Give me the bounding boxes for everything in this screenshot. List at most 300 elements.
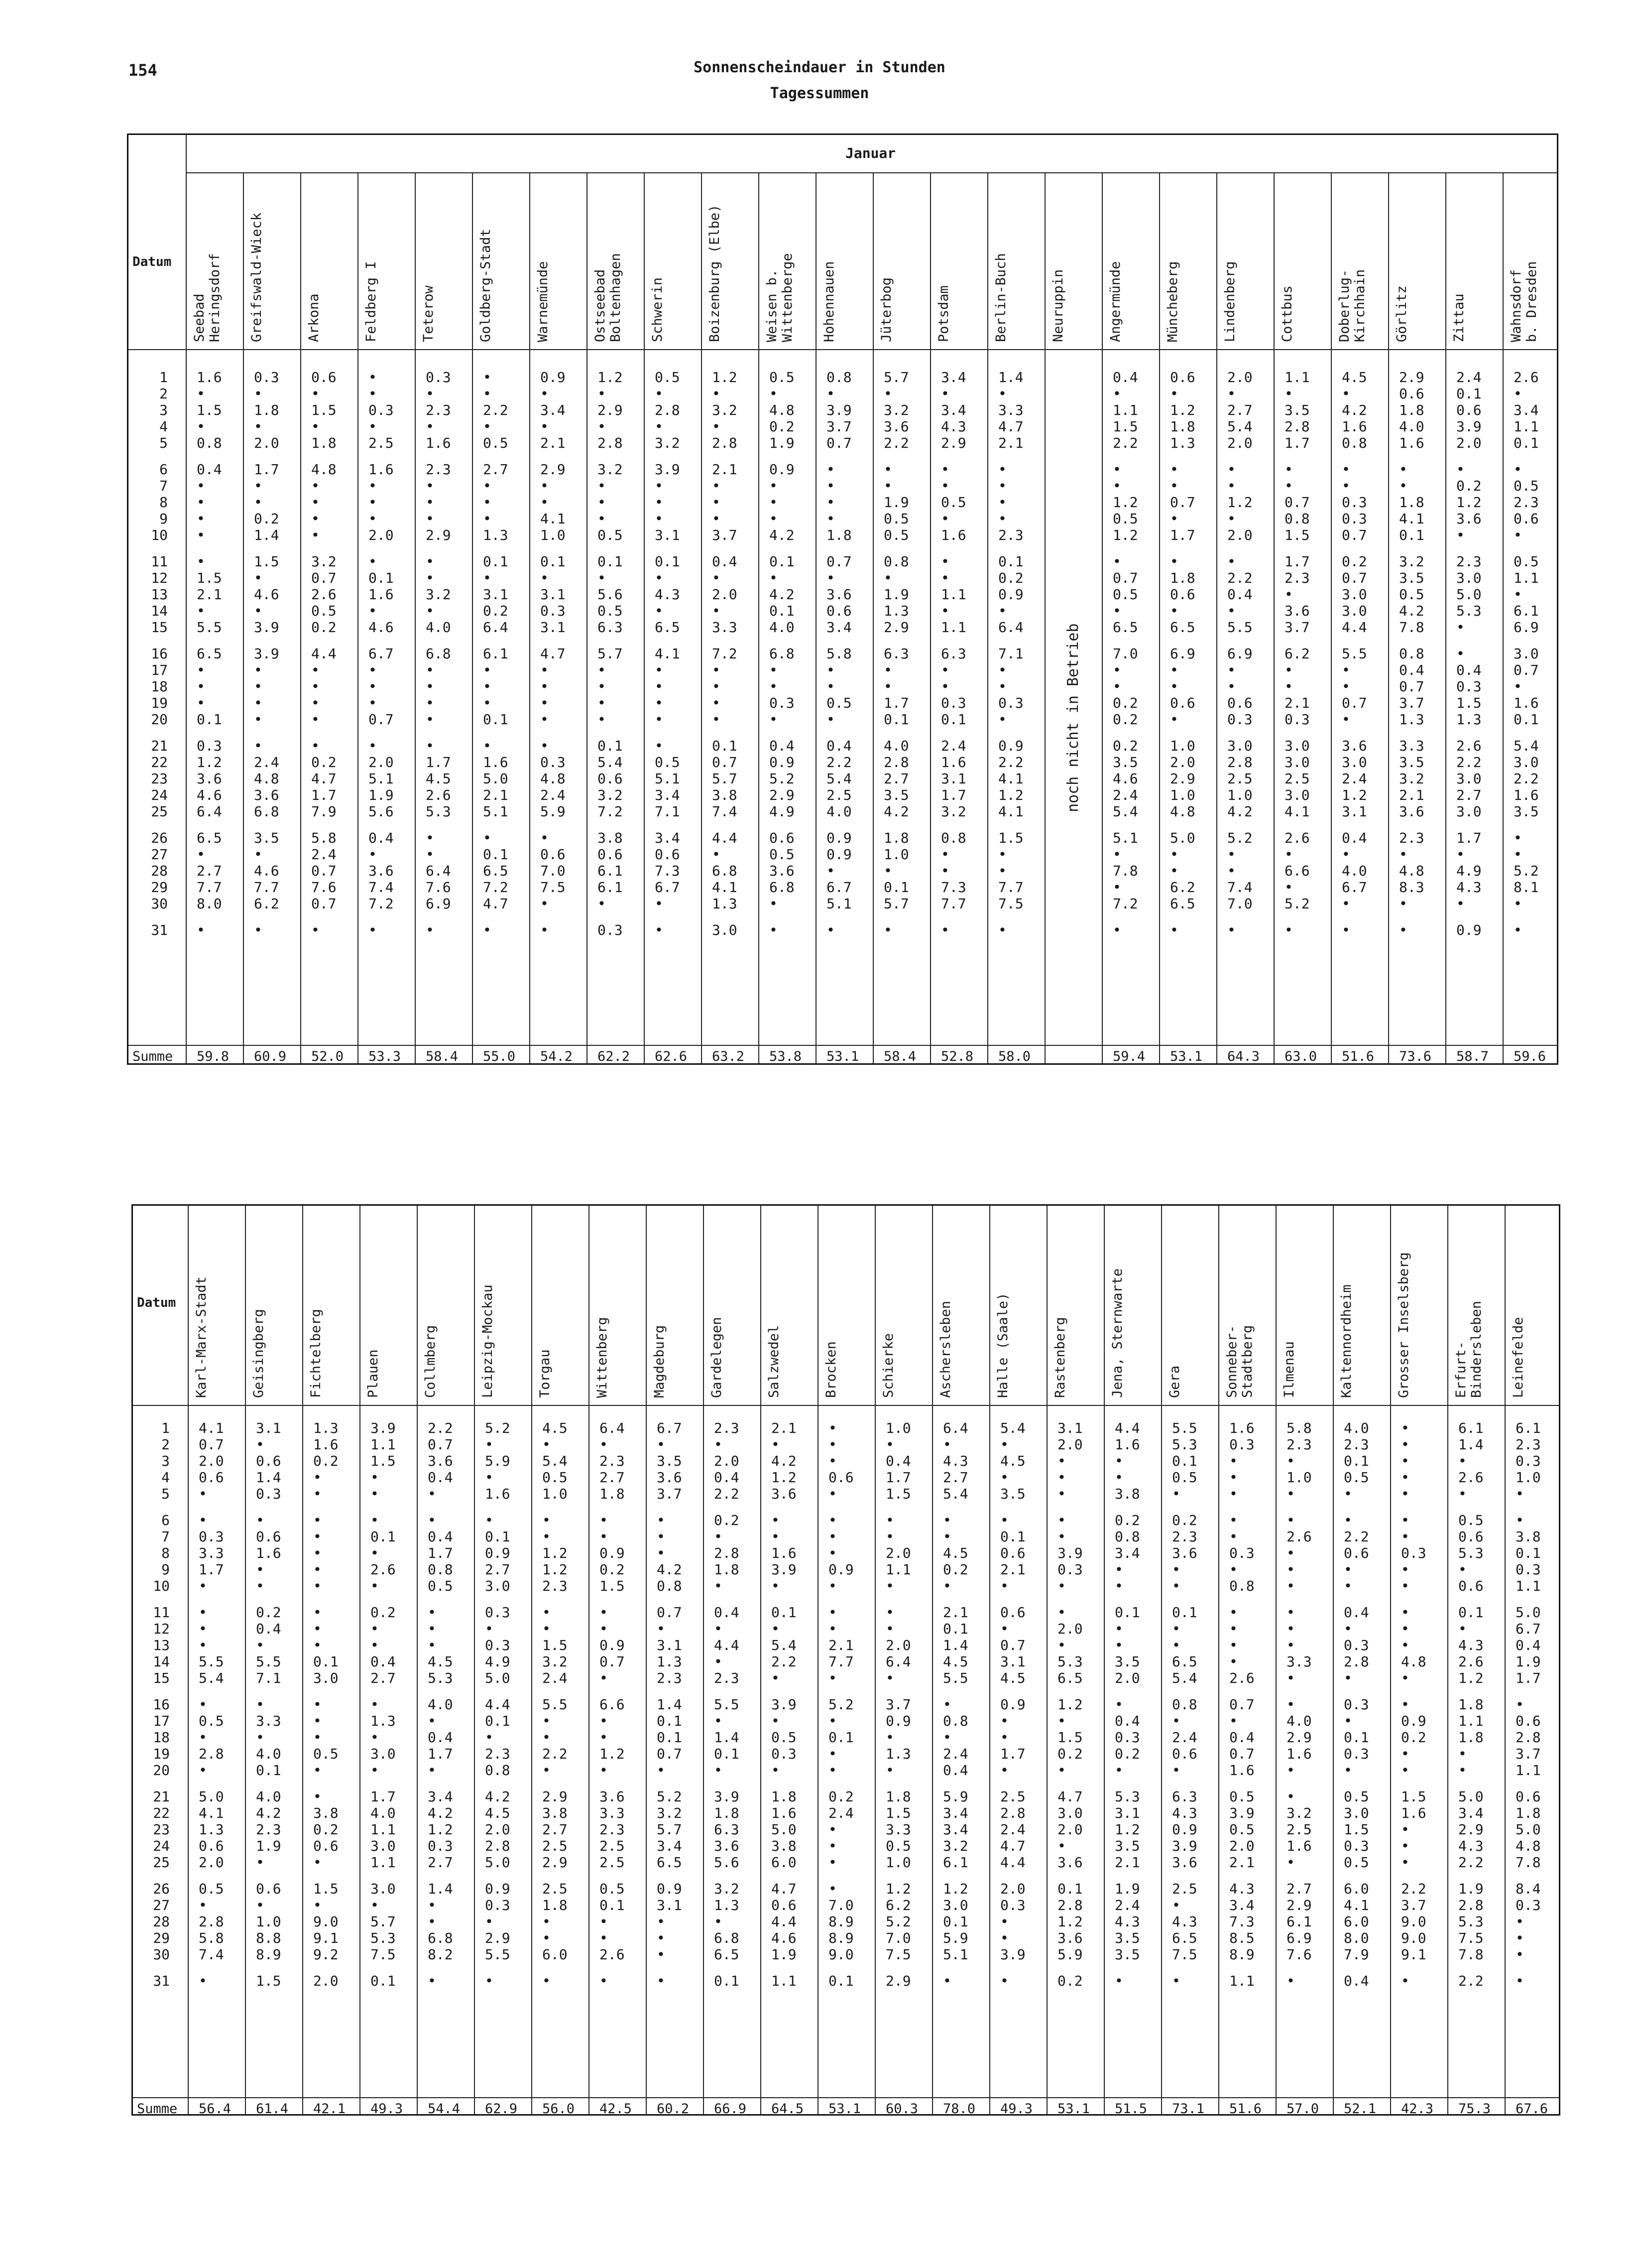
value-cell: •: [884, 385, 892, 402]
value-cell: 2.0: [485, 1821, 510, 1838]
value-cell: •: [941, 863, 949, 879]
value-cell: 1.5: [886, 1486, 911, 1502]
value-cell: 6.3: [597, 619, 623, 635]
value-cell: 0.5: [1113, 586, 1138, 603]
column-divider: [1331, 172, 1332, 1063]
value-cell: 5.4: [542, 1453, 568, 1469]
value-cell: 7.8: [1458, 1946, 1484, 1963]
value-cell: 5.2: [1514, 863, 1539, 879]
value-cell: 5.1: [1113, 830, 1138, 846]
value-cell: •: [1115, 1621, 1123, 1637]
value-cell: 1.2: [597, 369, 623, 385]
value-cell: 6.5: [714, 1946, 739, 1963]
day-number: 2: [159, 385, 168, 402]
value-cell: •: [254, 478, 262, 494]
value-cell: 1.1: [370, 1854, 396, 1871]
value-cell: 0.5: [311, 603, 337, 619]
value-cell: 3.4: [540, 402, 566, 418]
value-cell: •: [712, 711, 720, 728]
value-cell: 3.3: [1287, 1653, 1312, 1670]
value-cell: 1.5: [542, 1637, 568, 1653]
value-cell: 3.9: [1057, 1545, 1083, 1561]
day-number: 10: [153, 1578, 170, 1594]
value-cell: 5.0: [1170, 830, 1195, 846]
value-cell: 3.7: [826, 418, 852, 435]
value-cell: 5.0: [771, 1821, 797, 1838]
value-cell: •: [426, 678, 434, 695]
value-cell: 1.8: [311, 435, 337, 451]
value-cell: 3.9: [1000, 1946, 1026, 1963]
value-cell: 6.5: [1172, 1930, 1197, 1946]
value-cell: •: [197, 510, 205, 527]
value-cell: •: [941, 846, 949, 863]
value-cell: 4.2: [884, 803, 909, 820]
column-divider: [588, 1206, 589, 2114]
value-cell: 0.4: [1516, 1637, 1541, 1653]
value-cell: 3.6: [1172, 1854, 1197, 1871]
value-cell: 2.2: [826, 754, 852, 770]
value-cell: •: [884, 570, 892, 586]
value-cell: •: [1287, 1621, 1295, 1637]
value-cell: 2.6: [426, 787, 451, 803]
value-cell: 0.7: [1285, 494, 1310, 510]
value-cell: 0.1: [1399, 527, 1424, 543]
value-cell: •: [1458, 1746, 1467, 1762]
value-cell: •: [714, 1713, 722, 1729]
station-name: Jüterbog: [879, 277, 894, 342]
value-cell: 0.6: [597, 770, 623, 787]
value-cell: 3.5: [657, 1453, 682, 1469]
value-cell: 4.8: [1516, 1838, 1541, 1854]
value-cell: 0.5: [599, 1881, 625, 1897]
value-cell: 2.4: [943, 1746, 968, 1762]
value-cell: 6.7: [368, 645, 394, 662]
value-cell: 2.3: [1344, 1436, 1369, 1453]
value-cell: •: [1401, 1621, 1409, 1637]
value-cell: 0.3: [998, 695, 1024, 711]
value-cell: 3.6: [771, 1486, 797, 1502]
value-cell: 0.1: [540, 553, 566, 570]
value-cell: •: [941, 478, 949, 494]
column-divider: [758, 172, 759, 1063]
value-cell: •: [657, 1946, 665, 1963]
value-cell: 4.5: [1000, 1670, 1026, 1686]
value-cell: 2.8: [884, 754, 909, 770]
day-number: 12: [151, 570, 168, 586]
value-cell: 1.1: [771, 1973, 797, 1989]
value-cell: •: [884, 863, 892, 879]
value-cell: 8.9: [828, 1913, 854, 1930]
station-name: Schwerin: [650, 277, 665, 342]
summe-cell: 57.0: [1287, 2101, 1319, 2117]
value-cell: 4.7: [1000, 1838, 1026, 1854]
value-cell: 7.2: [483, 879, 508, 895]
value-cell: 0.5: [1344, 1469, 1369, 1486]
value-cell: 6.5: [1057, 1670, 1083, 1686]
value-cell: 5.3: [370, 1930, 396, 1946]
value-cell: 0.5: [769, 846, 795, 863]
value-cell: 2.2: [1113, 435, 1138, 451]
value-cell: •: [313, 1621, 322, 1637]
station-name: Lindenberg: [1222, 261, 1238, 342]
value-cell: 1.1: [1229, 1973, 1255, 1989]
value-cell: •: [483, 830, 491, 846]
value-cell: •: [199, 1604, 207, 1621]
value-cell: •: [712, 678, 720, 695]
value-cell: 0.8: [941, 830, 966, 846]
datum-label: Datum: [132, 254, 172, 269]
value-cell: 2.6: [1456, 738, 1482, 754]
value-cell: •: [1285, 662, 1293, 678]
value-cell: 3.8: [597, 830, 623, 846]
value-cell: •: [884, 662, 892, 678]
value-cell: 0.8: [1172, 1696, 1197, 1713]
day-number: 31: [151, 922, 168, 938]
value-cell: 0.2: [998, 570, 1024, 586]
summe-cell: 60.3: [886, 2101, 919, 2117]
value-cell: 3.2: [1399, 553, 1424, 570]
day-number: 13: [151, 586, 168, 603]
summe-cell: 63.2: [712, 1049, 745, 1064]
value-cell: 3.5: [1000, 1486, 1026, 1502]
value-cell: •: [483, 385, 491, 402]
value-cell: 3.6: [1342, 738, 1367, 754]
value-cell: 6.9: [1514, 619, 1539, 635]
value-cell: •: [256, 1578, 264, 1594]
value-cell: •: [657, 1545, 665, 1561]
value-cell: 4.3: [1172, 1805, 1197, 1821]
value-cell: •: [769, 510, 778, 527]
station-name: Schierke: [881, 1333, 896, 1398]
value-cell: 0.5: [597, 603, 623, 619]
value-cell: 3.0: [1456, 570, 1482, 586]
value-cell: •: [599, 1528, 608, 1545]
value-cell: •: [769, 662, 778, 678]
value-cell: •: [1344, 1486, 1352, 1502]
value-cell: 2.1: [998, 435, 1024, 451]
day-number: 8: [161, 1545, 170, 1561]
value-cell: 7.9: [1344, 1946, 1369, 1963]
value-cell: •: [884, 678, 892, 695]
datum-label: Datum: [137, 1295, 176, 1310]
value-cell: 4.0: [1399, 418, 1424, 435]
value-cell: •: [1000, 1578, 1009, 1594]
value-cell: 0.8: [1115, 1528, 1140, 1545]
value-cell: 7.5: [540, 879, 566, 895]
value-cell: •: [1229, 1604, 1238, 1621]
value-cell: 7.5: [886, 1946, 911, 1963]
value-cell: •: [1401, 1762, 1409, 1778]
value-cell: •: [597, 385, 606, 402]
value-cell: 4.2: [1342, 402, 1367, 418]
station-name: Potsdam: [936, 285, 951, 342]
value-cell: 2.8: [1057, 1897, 1083, 1913]
value-cell: 6.1: [597, 879, 623, 895]
summe-cell: 63.0: [1285, 1049, 1317, 1064]
value-cell: 2.5: [599, 1854, 625, 1871]
value-cell: 1.7: [1285, 435, 1310, 451]
value-cell: 5.7: [884, 369, 909, 385]
value-cell: 1.7: [370, 1788, 396, 1805]
value-cell: 4.0: [428, 1696, 453, 1713]
header-divider: [128, 349, 1557, 350]
value-cell: 0.1: [998, 553, 1024, 570]
value-cell: 4.7: [483, 895, 508, 912]
value-cell: •: [370, 1762, 379, 1778]
month-header-divider: [186, 172, 1557, 173]
value-cell: 0.3: [1344, 1838, 1369, 1854]
value-cell: •: [313, 1713, 322, 1729]
value-cell: 7.4: [712, 803, 737, 820]
value-cell: 3.0: [1057, 1805, 1083, 1821]
value-cell: 1.9: [1458, 1881, 1484, 1897]
page-number: 154: [128, 61, 157, 80]
value-cell: 3.0: [1514, 754, 1539, 770]
station-name: Berlin-Buch: [993, 253, 1009, 342]
value-cell: 0.5: [428, 1578, 453, 1594]
value-cell: 6.1: [1287, 1913, 1312, 1930]
value-cell: 0.6: [1516, 1713, 1541, 1729]
value-cell: 0.3: [256, 1486, 281, 1502]
value-cell: 0.7: [311, 570, 337, 586]
value-cell: •: [712, 570, 720, 586]
value-cell: •: [540, 738, 549, 754]
value-cell: 1.2: [886, 1881, 911, 1897]
value-cell: 5.3: [1115, 1788, 1140, 1805]
value-cell: 2.3: [714, 1670, 739, 1686]
value-cell: 1.7: [428, 1746, 453, 1762]
value-cell: 3.4: [1458, 1805, 1484, 1821]
value-cell: •: [540, 678, 549, 695]
value-cell: 1.2: [599, 1746, 625, 1762]
value-cell: •: [313, 1512, 322, 1528]
value-cell: 7.1: [655, 803, 680, 820]
value-cell: 3.5: [1115, 1653, 1140, 1670]
station-name: Goldberg-Stadt: [478, 229, 493, 342]
day-number: 4: [159, 418, 168, 435]
value-cell: 1.5: [998, 830, 1024, 846]
value-cell: 5.5: [197, 619, 222, 635]
value-cell: 2.9: [1170, 770, 1195, 787]
column-divider: [474, 1206, 475, 2114]
value-cell: 3.1: [540, 586, 566, 603]
column-divider: [1505, 1206, 1506, 2114]
value-cell: •: [256, 1854, 264, 1871]
value-cell: •: [769, 922, 778, 938]
value-cell: 6.1: [943, 1854, 968, 1871]
value-cell: •: [828, 1528, 837, 1545]
value-cell: 1.2: [1342, 787, 1367, 803]
value-cell: 2.1: [540, 435, 566, 451]
value-cell: 1.8: [599, 1486, 625, 1502]
value-cell: 0.1: [1514, 711, 1539, 728]
value-cell: •: [1172, 1973, 1180, 1989]
station-name: Müncheberg: [1165, 261, 1180, 342]
value-cell: 1.5: [370, 1453, 396, 1469]
value-cell: 7.2: [712, 645, 737, 662]
value-cell: 0.6: [1170, 695, 1195, 711]
value-cell: 4.0: [370, 1805, 396, 1821]
value-cell: 5.4: [826, 770, 852, 787]
value-cell: 3.4: [1115, 1545, 1140, 1561]
value-cell: 0.6: [1458, 1528, 1484, 1545]
value-cell: •: [943, 1512, 951, 1528]
value-cell: 3.2: [712, 402, 737, 418]
value-cell: 3.6: [254, 787, 279, 803]
value-cell: •: [714, 1578, 722, 1594]
value-cell: •: [1401, 1746, 1409, 1762]
value-cell: •: [1115, 1561, 1123, 1578]
value-cell: 3.2: [1287, 1805, 1312, 1821]
value-cell: 7.2: [368, 895, 394, 912]
value-cell: 3.1: [655, 527, 680, 543]
value-cell: 0.2: [1456, 478, 1482, 494]
value-cell: 1.9: [884, 586, 909, 603]
value-cell: •: [1516, 1696, 1524, 1713]
value-cell: 1.7: [1456, 830, 1482, 846]
value-cell: •: [428, 1486, 436, 1502]
value-cell: •: [1229, 1528, 1238, 1545]
value-cell: 0.1: [712, 738, 737, 754]
value-cell: 7.6: [1287, 1946, 1312, 1963]
value-cell: 2.6: [311, 586, 337, 603]
column-divider: [302, 1206, 303, 2114]
value-cell: 6.5: [1172, 1653, 1197, 1670]
value-cell: •: [1456, 527, 1465, 543]
value-cell: •: [197, 846, 205, 863]
value-cell: 5.2: [657, 1788, 682, 1805]
value-cell: •: [1287, 1696, 1295, 1713]
value-cell: 8.9: [828, 1930, 854, 1946]
value-cell: 1.7: [941, 787, 966, 803]
value-cell: 3.2: [657, 1805, 682, 1821]
value-cell: 0.2: [1342, 553, 1367, 570]
value-cell: 4.0: [426, 619, 451, 635]
value-cell: 0.1: [483, 711, 508, 728]
value-cell: •: [828, 1545, 837, 1561]
value-cell: •: [313, 1696, 322, 1713]
value-cell: 1.5: [1401, 1788, 1426, 1805]
value-cell: 0.5: [655, 369, 680, 385]
value-cell: 2.2: [542, 1746, 568, 1762]
value-cell: 0.2: [256, 1604, 281, 1621]
value-cell: 1.6: [1399, 435, 1424, 451]
value-cell: 0.7: [1342, 527, 1367, 543]
value-cell: 2.9: [886, 1973, 911, 1989]
value-cell: 2.5: [1000, 1788, 1026, 1805]
value-cell: 0.3: [485, 1604, 510, 1621]
value-cell: 2.5: [599, 1838, 625, 1854]
value-cell: •: [1344, 1670, 1352, 1686]
value-cell: 3.0: [1285, 787, 1310, 803]
value-cell: 1.5: [197, 402, 222, 418]
value-cell: 0.5: [655, 754, 680, 770]
value-cell: •: [199, 1486, 207, 1502]
value-cell: 2.0: [1057, 1436, 1083, 1453]
summe-cell: 73.1: [1172, 2101, 1205, 2117]
value-cell: 0.7: [1399, 678, 1424, 695]
value-cell: •: [428, 1621, 436, 1637]
value-cell: 7.3: [1229, 1913, 1255, 1930]
value-cell: •: [1399, 846, 1407, 863]
summe-cell: 73.6: [1399, 1049, 1432, 1064]
value-cell: •: [655, 494, 663, 510]
value-cell: 4.8: [1401, 1653, 1426, 1670]
value-cell: 5.4: [1113, 803, 1138, 820]
value-cell: 2.3: [485, 1746, 510, 1762]
value-cell: •: [884, 478, 892, 494]
value-cell: •: [597, 510, 606, 527]
value-cell: •: [313, 1897, 322, 1913]
station-name: Neuruppin: [1051, 269, 1066, 342]
value-cell: 8.4: [1516, 1881, 1541, 1897]
value-cell: •: [1287, 1788, 1295, 1805]
value-cell: 0.1: [599, 1897, 625, 1913]
value-cell: 0.5: [597, 527, 623, 543]
value-cell: 0.7: [1170, 494, 1195, 510]
value-cell: 0.4: [1115, 1713, 1140, 1729]
value-cell: 0.1: [370, 1528, 396, 1545]
value-cell: 0.2: [1172, 1512, 1197, 1528]
value-cell: 3.1: [1342, 803, 1367, 820]
value-cell: 8.2: [428, 1946, 453, 1963]
station-name: Halle (Saale): [995, 1292, 1011, 1398]
value-cell: •: [197, 603, 205, 619]
value-cell: 0.1: [828, 1729, 854, 1746]
day-number: 15: [153, 1670, 170, 1686]
value-cell: 1.0: [542, 1486, 568, 1502]
value-cell: 2.6: [1458, 1469, 1484, 1486]
value-cell: 7.7: [828, 1653, 854, 1670]
value-cell: •: [313, 1578, 322, 1594]
value-cell: •: [483, 922, 491, 938]
value-cell: 1.1: [370, 1436, 396, 1453]
value-cell: 0.1: [1458, 1604, 1484, 1621]
value-cell: •: [1229, 1637, 1238, 1653]
value-cell: 3.6: [1456, 510, 1482, 527]
value-cell: •: [1000, 1913, 1009, 1930]
value-cell: •: [1458, 1561, 1467, 1578]
value-cell: •: [1516, 1486, 1524, 1502]
value-cell: 4.6: [1113, 770, 1138, 787]
value-cell: •: [655, 895, 663, 912]
station-name: Kaltennordheim: [1339, 1284, 1354, 1398]
value-cell: •: [1057, 1713, 1066, 1729]
value-cell: •: [1514, 527, 1522, 543]
value-cell: 7.3: [655, 863, 680, 879]
value-cell: •: [313, 1545, 322, 1561]
summe-label: Summe: [132, 1049, 173, 1064]
value-cell: •: [311, 527, 320, 543]
value-cell: 2.5: [1285, 770, 1310, 787]
value-cell: •: [1287, 1973, 1295, 1989]
value-cell: 3.6: [368, 863, 394, 879]
day-number: 16: [151, 645, 168, 662]
value-cell: 0.2: [313, 1821, 339, 1838]
value-cell: •: [483, 570, 491, 586]
day-number: 3: [159, 402, 168, 418]
value-cell: •: [1514, 922, 1522, 938]
value-cell: 2.5: [368, 435, 394, 451]
value-cell: 3.7: [886, 1696, 911, 1713]
value-cell: 8.0: [197, 895, 222, 912]
value-cell: •: [1401, 1486, 1409, 1502]
value-cell: 5.2: [485, 1420, 510, 1436]
value-cell: •: [254, 711, 262, 728]
value-cell: 0.6: [311, 369, 337, 385]
value-cell: 2.3: [1399, 830, 1424, 846]
value-cell: •: [1057, 1528, 1066, 1545]
